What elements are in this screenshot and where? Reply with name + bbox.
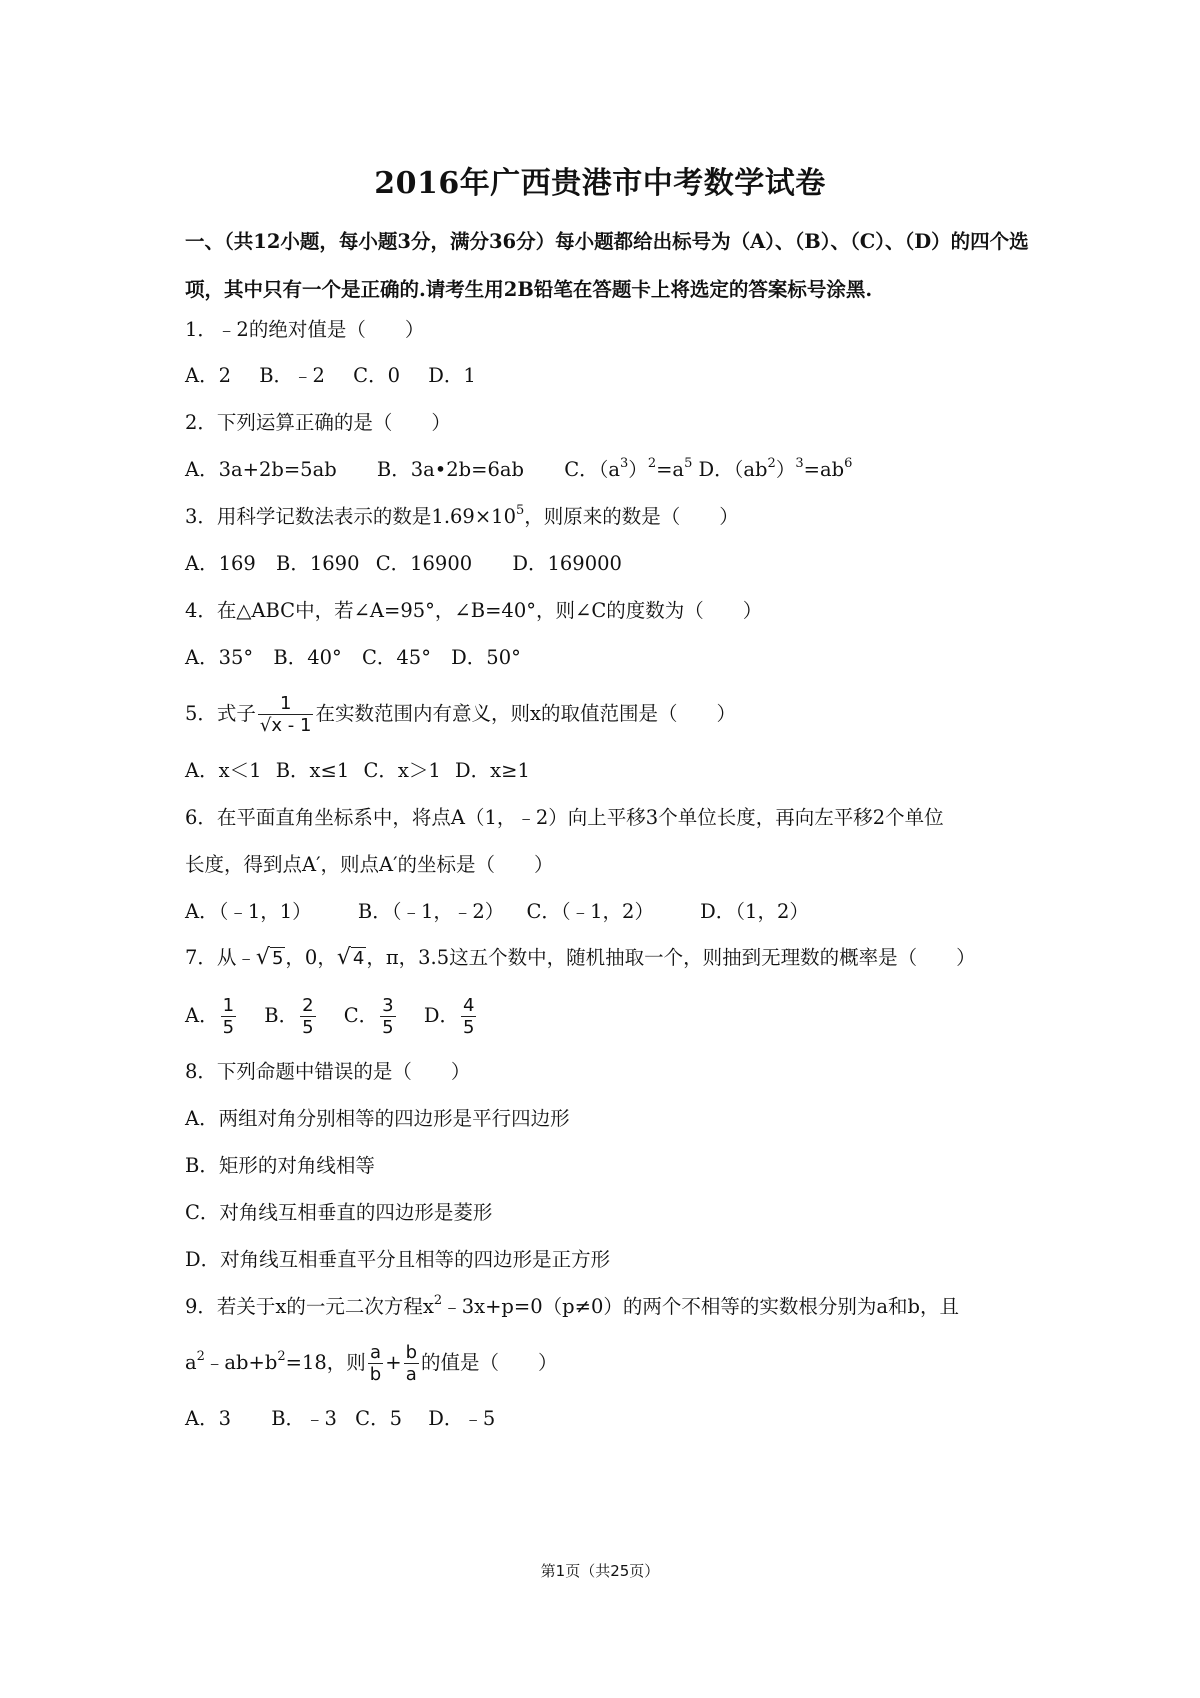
question-3-stem: 3．用科学记数法表示的数是$1.69\times 10^5$，则原来的数是（ ）	[185, 503, 739, 528]
option-d: D．（1，2）	[700, 900, 809, 923]
option-c: C．16900	[375, 552, 473, 575]
option-a: A．3a+2b=5ab	[185, 458, 337, 481]
option-b: B． $\frac{2}{5}$	[264, 995, 314, 1038]
question-3-options	[185, 549, 1065, 579]
option-c: C．45°	[361, 646, 431, 669]
option-a: A．169	[185, 552, 256, 575]
fraction-a-over-b: $\frac{a}{b}$	[369, 1342, 382, 1385]
option-a: A．35°	[185, 646, 254, 669]
question-2-stem: 2．下列运算正确的是（ ）	[185, 411, 451, 434]
question-8-option-c: C．对角线互相垂直的四边形是菱形	[185, 1201, 493, 1224]
sqrt-5: √ 5	[255, 945, 284, 970]
question-5-options	[185, 756, 1065, 786]
option-d: D．50°	[451, 646, 521, 669]
question-9-stem-line-1: 9．若关于x的一元二次方程$x^2﹣3x+p=0(p\ne 0)$的两个不相等的实数根分别为a和b，且	[185, 1293, 959, 1318]
question-5-stem: 5．式子 $\frac{1}{√x - 1}$ 在实数范围内有意义，则x的取值范围是（ ）	[185, 693, 736, 736]
option-b: B．﹣2	[259, 364, 325, 387]
question-6-stem-line-1: 6．在平面直角坐标系中，将点A（1，﹣2）向上平移3个单位长度，再向左平移2个单位	[185, 806, 944, 829]
question-9-stem-line-2: $a^2﹣ab+b^2=18$，则 $\frac{a}{b}$ + $\frac{b}{a}$ 的值是（ ）	[185, 1342, 558, 1385]
option-b: B．40°	[273, 646, 342, 669]
option-b: B．﹣3	[271, 1407, 337, 1430]
question-6-options	[185, 897, 1065, 927]
option-c: C．5	[355, 1407, 402, 1430]
option-c: C．x＞1	[363, 759, 441, 782]
question-9-options	[185, 1404, 1065, 1434]
question-8-stem: 8．下列命题中错误的是（ ）	[185, 1060, 471, 1083]
section-instructions: 一、（共12小题，每小题3分，满分36分）每小题都给出标号为（A）、（B）、（C）、（D）的四个选项，其中只有一个是正确的.请考生用2B铅笔在答题卡上将选定的答案标号涂黑.	[185, 230, 1029, 301]
option-c: C．0	[353, 364, 400, 387]
option-d: D． $\frac{4}{5}$	[423, 995, 475, 1038]
option-d: D．x≥1	[455, 759, 530, 782]
option-a: A． $\frac{1}{5}$	[185, 995, 235, 1038]
question-1-stem: 1．﹣2的绝对值是（ ）	[185, 318, 425, 341]
question-2-options	[185, 455, 1065, 485]
question-8-option-b: B．矩形的对角线相等	[185, 1154, 375, 1177]
option-b: B．1690	[276, 552, 360, 575]
option-d: D．﹣5	[428, 1407, 496, 1430]
option-d: D．1	[428, 364, 476, 387]
option-a: A．（﹣1，1）	[185, 900, 312, 923]
page-footer: 第1页（共25页）	[540, 1562, 660, 1580]
question-6-stem-line-2: 长度，得到点A′，则点A′的坐标是（ ）	[185, 853, 554, 876]
fraction-b-over-a: $\frac{b}{a}$	[405, 1342, 418, 1385]
option-c: C．（﹣1，2）	[526, 900, 654, 923]
question-4-options	[185, 643, 1065, 673]
question-1-options	[185, 361, 1065, 391]
option-d: D．169000	[512, 552, 622, 575]
page-title: 2016年广西贵港市中考数学试卷	[374, 166, 826, 201]
option-b: B．（﹣1，﹣2）	[357, 900, 505, 923]
option-b: B．x≤1	[275, 759, 350, 782]
option-c: C． $\frac{3}{5}$	[343, 995, 394, 1038]
question-7-stem: 7．从﹣√ 5 ，0，√ 4 ，π，3.5这五个数中，随机抽取一个，则抽到无理数的概率是（ ）	[185, 943, 1065, 974]
fraction-one-over-sqrt: $\frac{1}{√x - 1}$	[259, 693, 312, 736]
question-4-stem: 4．在△ABC中，若∠A=95°，∠B=40°，则∠C的度数为（ ）	[185, 599, 763, 622]
option-a: A．2	[185, 364, 231, 387]
question-8-option-a: A．两组对角分别相等的四边形是平行四边形	[185, 1107, 570, 1130]
question-7-options	[185, 995, 1065, 1038]
sqrt-4: √ 4	[336, 945, 365, 970]
option-a: A．3	[185, 1407, 231, 1430]
option-d: D．$(ab^2)^3=ab^6$	[698, 456, 853, 481]
option-a: A．x＜1	[185, 759, 262, 782]
question-8-option-d: D．对角线互相垂直平分且相等的四边形是正方形	[185, 1248, 611, 1271]
option-c: C．$(a^3)^2=a^5$	[564, 456, 693, 481]
option-b: B．3a•2b=6ab	[376, 458, 525, 481]
